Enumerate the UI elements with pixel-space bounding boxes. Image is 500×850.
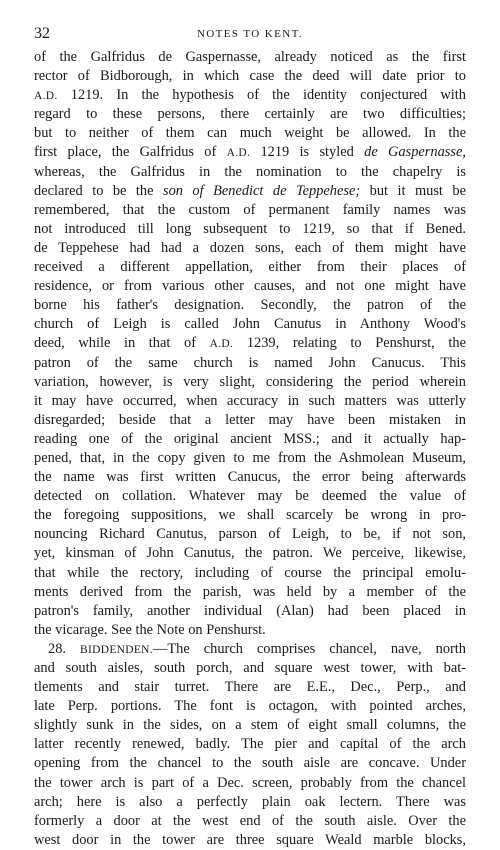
text-line: latter recently renewed, badly. The pier and capital of the arch	[34, 736, 466, 753]
italic-text: de Gaspernasse,	[364, 144, 466, 161]
text-line: slightly sunk in the sides, on a stem of eight small columns, the	[34, 717, 466, 734]
text-line: and south aisles, south porch, and square west tower, with bat-	[34, 660, 466, 676]
text-line: reading one of the original ancient MSS.; and it actually hap-	[34, 430, 466, 447]
text-line: remembered, that the custom of permanent family names was	[34, 201, 466, 218]
text-line: arch; here is also a perfectly plain oak lectern. There was	[34, 793, 466, 810]
small-caps-text: A.D.	[34, 90, 58, 103]
text-line: first place, the Galfridus of A.D. 1219 is styled de Gaspernasse,	[34, 144, 466, 161]
body-text	[34, 48, 466, 850]
text-line: ments derived from the parish, was held by a member of the	[34, 583, 466, 600]
text-line: variation, however, is very slight, considering the period wherein	[34, 373, 466, 390]
text-line: regard to these persons, there certainly are two difficulties;	[34, 106, 466, 123]
text-line: the tower arch is part of a Dec. screen, probably from the chancel	[34, 774, 466, 791]
text-line: patron of the same church is named John Canucus. This	[34, 354, 466, 371]
small-caps-text: BIDDENDEN.	[80, 643, 153, 656]
small-caps-text: A.D.	[226, 147, 251, 160]
text-line: declared to be the son of Benedict de Teppehese; but it must be	[34, 182, 466, 199]
text-line: formerly a door at the west end of the south aisle. Over the	[34, 812, 466, 829]
text-line: the vicarage. See the Note on Penshurst.	[34, 621, 266, 638]
small-caps-text: A.D.	[209, 338, 234, 351]
text-line: late Perp. portions. The font is octagon, with pointed arches,	[34, 698, 466, 715]
text-line: church of Leigh is called John Canutus in Anthony Wood's	[34, 316, 466, 333]
text-line: whereas, the Galfridus in the nomination to the chapelry is	[34, 163, 466, 180]
text-line: the foregoing suppositions, we shall scarcely be wrong in pro-	[34, 507, 466, 524]
text-line: detected on collation. Whatever may be deemed the value of	[34, 488, 466, 505]
text-line: de Teppehese had had a dozen sons, each of them might have	[34, 239, 466, 256]
text-line: tlements and stair turret. There are E.E., Dec., Perp., and	[34, 679, 466, 696]
text-line: deed, while in that of A.D. 1239, relating to Penshurst, the	[34, 335, 466, 352]
text-line: received a different appellation, either from their places of	[34, 259, 466, 276]
text-line: residence, or from various other causes, and not one might have	[34, 278, 466, 295]
text-line: nouncing Richard Canutus, parson of Leigh, to be, if not son,	[34, 526, 466, 543]
text-line: borne his father's designation. Secondly, the patron of the	[34, 297, 466, 314]
text-line: pened, that, in the copy given to me from the Ashmolean Museum,	[34, 449, 466, 466]
text-line: but to neither of them can much weight be allowed. In the	[34, 125, 466, 142]
text-line: not introduced till long subsequent to 1219, so that if Bened.	[34, 220, 466, 237]
italic-text: son of Benedict de Teppehese;	[162, 182, 361, 199]
text-line: rector of Bidborough, in which case the deed will date prior to	[34, 68, 466, 85]
text-line: patron's family, another individual (Alan) had been placed in	[34, 602, 466, 619]
text-line: 28. BIDDENDEN.—The church comprises chancel, nave, north	[48, 640, 466, 657]
text-line: disregarded; beside that a letter may have been mistaken in	[34, 411, 466, 428]
text-line: A.D. 1219. In the hypothesis of the identity conjectured with	[34, 87, 466, 104]
italic-text: t	[304, 316, 309, 333]
text-line: that while the rectory, including of course the principal emolu-	[34, 564, 466, 581]
page-header	[34, 25, 466, 45]
text-line: it may have occurred, when accuracy in such matters was utterly	[34, 392, 466, 409]
page-number: 32	[34, 25, 50, 42]
running-head: NOTES TO KENT.	[196, 28, 304, 40]
text-line: opening from the chancel to the south aisle are concave. Under	[34, 755, 466, 772]
text-line: yet, kinsman of John Canutus, the patron. We perceive, likewise,	[34, 545, 466, 562]
text-line: the name was first written Canucus, the error being afterwards	[34, 469, 466, 486]
text-line: of the Galfridus de Gaspernasse, already noticed as the first	[34, 49, 466, 65]
text-line: west door in the tower are three square Weald marble blocks,	[34, 831, 466, 848]
